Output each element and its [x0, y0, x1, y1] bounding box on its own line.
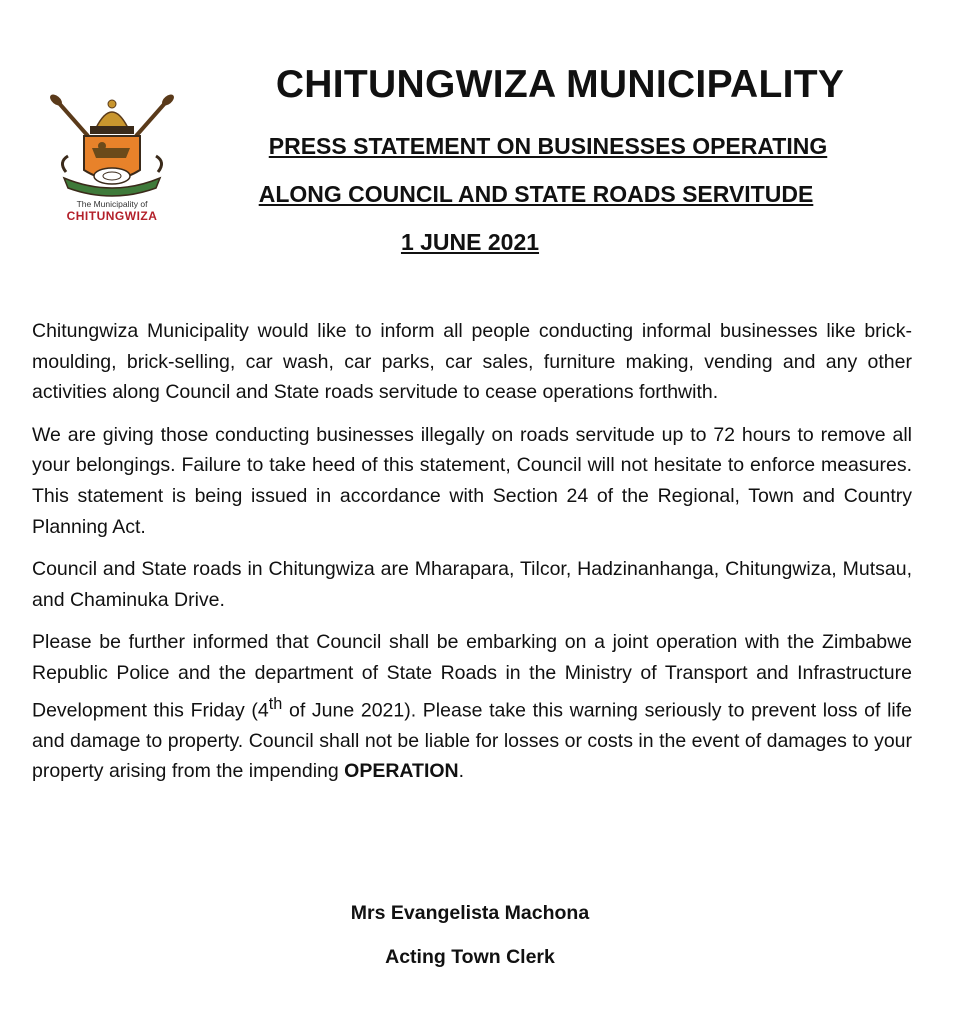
- signatory-title: Acting Town Clerk: [385, 946, 555, 968]
- logo-caption-name: CHITUNGWIZA: [66, 209, 158, 223]
- organization-title: CHITUNGWIZA MUNICIPALITY: [275, 63, 845, 106]
- statement-body: [32, 316, 912, 799]
- signature-block: [300, 898, 640, 986]
- paragraph-4-bold: OPERATION: [344, 760, 459, 783]
- paragraph-4-part-1: Please be further informed that Council shall be embarking on a joint operation with the Zimbabwe Republic Police and the department of State Roads in the Ministry of Transport and Infrastructure Development this Friday (4: [32, 631, 912, 722]
- coat-of-arms-logo: [44, 92, 180, 232]
- paragraph-4-end: .: [458, 760, 465, 783]
- signatory-name: Mrs Evangelista Machona: [350, 902, 590, 924]
- paragraph-2: We are giving those conducting businesses illegally on roads servitude up to 72 hours to remove all your belongings. Failure to take heed of this statement, Council will not hesitate to enforce measures. This statement is being issued in accordance with Section 24 of the Regional, Town and Country Planning Act.: [32, 423, 912, 538]
- paragraph-1: Chitungwiza Municipality would like to inform all people conducting informal businesses like brick- moulding, brick-selling, car wash, car parks, car sales, furniture making, vending and any other activities along Council and State roads servitude to cease operations forthwith.: [32, 320, 912, 404]
- subtitle-line-1: PRESS STATEMENT ON BUSINESSES OPERATING: [268, 133, 828, 159]
- statement-date: 1 JUNE 2021: [400, 229, 540, 255]
- paragraph-4-part-2: of June 2021). Please take this warning seriously to prevent loss of life and damage to property. Council shall not be liable for losses or costs in the event of damages to your property arising from the impending: [32, 699, 912, 783]
- logo-caption-small: The Municipality of: [76, 199, 148, 209]
- paragraph-4: [32, 627, 912, 786]
- paragraph-4-superscript: th: [268, 694, 283, 713]
- paragraph-3: Council and State roads in Chitungwiza are Mharapara, Tilcor, Hadzinanhanga, Chitungwiza, Mutsau, and Chaminuka Drive.: [32, 558, 912, 611]
- subtitle-line-2: ALONG COUNCIL AND STATE ROADS SERVITUDE: [258, 181, 814, 207]
- coat-of-arms-icon: [44, 92, 180, 200]
